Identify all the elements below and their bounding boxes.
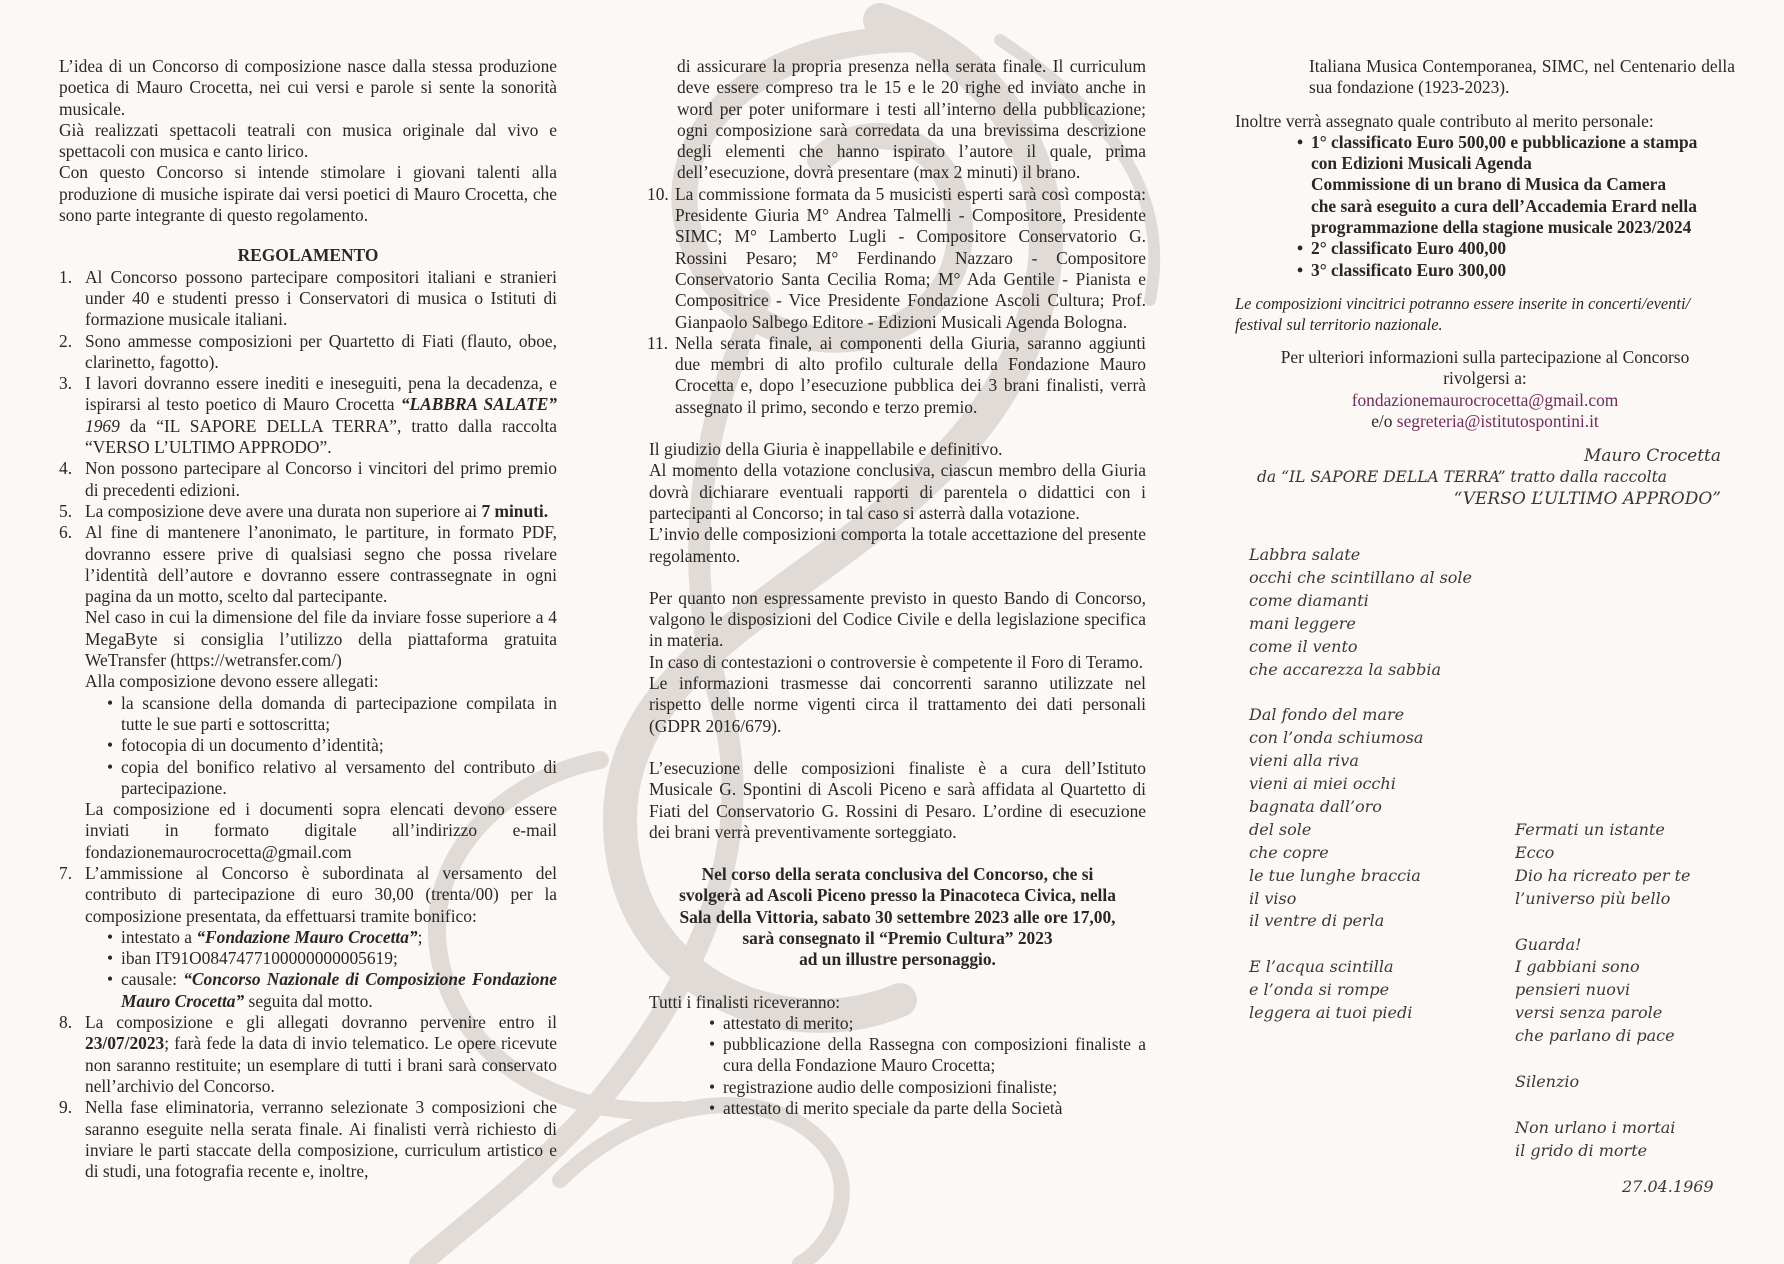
rule-item: 1. Al Concorso possono partecipare compositori italiani e stranieri under 40 e studenti presso i Conservatori di musica o Istituti di formazione musicale italiani.: [59, 266, 557, 330]
winners-note: Le composizioni vincitrici potranno essere inserite in concerti/eventi/ festival sul territorio nazionale.: [1235, 293, 1691, 334]
poem-collection: “VERSO L’ULTIMO APPRODO”: [1453, 488, 1721, 509]
poem-stanza: Guarda! I gabbiani sono pensieri nuovi versi senza parole che parlano di pace: [1515, 934, 1675, 1046]
simc-continued: Italiana Musica Contemporanea, SIMC, nel Centenario della sua fondazione (1923-2023).: [1309, 56, 1735, 98]
rule-6-submission: La composizione ed i documenti sopra elencati devono essere inviati in formato digitale all’indirizzo e-mail fondazionemaurocrocetta@gmail.com: [85, 799, 557, 862]
paragraph: L’esecuzione delle composizioni finaliste è a cura dell’Istituto Musicale G. Spontini di Ascoli Piceno e sarà affidata al Quartetto di Fiati del Conservatorio G. Rossini di Pesaro. L’ordine di esecuzione dei brani verrà preventivamente sorteggiato.: [649, 757, 1146, 842]
poem-right-column: [1515, 819, 1690, 1185]
payment-list: [59, 927, 557, 1012]
list-item: • fotocopia di un documento d’identità;: [107, 735, 557, 756]
poem-stanza: Labbra salate occhi che scintillano al sole come diamanti mani leggere come il vento che accarezza la sabbia: [1249, 545, 1472, 679]
paragraph: Il giudizio della Giuria è inappellabile e definitivo.: [649, 439, 1003, 460]
poem-stanza: Silenzio: [1515, 1071, 1580, 1091]
prize-first: • 1° classificato Euro 500,00 e pubblicazione a stampa con Edizioni Musicali Agenda Commissione di un brano di Musica da Camera che sarà eseguito a cura dell’Accademia Erard nella programmazione della stagione musicale 2023/2024: [1297, 132, 1735, 238]
rule-item: 2. Sono ammesse composizioni per Quartetto di Fiati (flauto, oboe, clarinetto, fagotto).: [59, 330, 557, 372]
list-item: • registrazione audio delle composizioni finaliste;: [709, 1077, 1146, 1098]
prize-second: • 2° classificato Euro 400,00: [1297, 238, 1735, 259]
rule-6-note: Nel caso in cui la dimensione del file da inviare fosse superiore a 4 MegaByte si consiglia l’utilizzo della piattaforma gratuita WeTransfer (https://wetransfer.com/): [85, 607, 557, 671]
poem-date: 27.04.1969: [1622, 1177, 1714, 1196]
rules-list: [59, 267, 557, 608]
intro-paragraph: L’idea di un Concorso di composizione nasce dalla stessa produzione poetica di Mauro Crocetta, nei cui versi e parole si sente la sonorità musicale.: [59, 56, 557, 119]
attachments-list: [59, 693, 557, 799]
email-line: e/o segreteria@istitutospontini.it: [1371, 410, 1599, 431]
poem-stanza: Fermati un istante Ecco Dio ha ricreato per te l’universo più bello: [1515, 820, 1691, 908]
column-left: [59, 56, 557, 1182]
poem-stanza: Dal fondo del mare con l’onda schiumosa vieni alla riva vieni ai miei occhi bagnata dall’oro del sole che copre le tue lunghe braccia il viso il ventre di perla: [1249, 705, 1424, 931]
email-link-fondazione[interactable]: fondazionemaurocrocetta@gmail.com: [1351, 389, 1619, 410]
rules-list: [59, 863, 557, 927]
intro-paragraph: Con questo Concorso si intende stimolare i giovani talenti alla produzione di musiche ispirate dai versi poetici di Mauro Crocetta, che sono parte integrante di questo regolamento.: [59, 162, 557, 226]
regolamento-heading: REGOLAMENTO: [237, 245, 379, 266]
paragraph: Per quanto non espressamente previsto in questo Bando di Concorso, valgono le disposizioni del Codice Civile e della legislazione specifica in materia.: [649, 587, 1146, 651]
paragraph: Al momento della votazione conclusiva, ciascun membro della Giuria dovrà dichiarare eventuali rapporti di parentela o didattici con i partecipanti al Concorso; in tal caso si asterrà dalla votazione.: [649, 460, 1146, 523]
rule-6-attachments: Alla composizione devono essere allegati:: [85, 671, 379, 692]
list-item: • causale: “Concorso Nazionale di Composizione Fondazione Mauro Crocetta” seguita dal motto.: [107, 969, 557, 1012]
list-item: • la scansione della domanda di partecipazione compilata in tutte le sue parti e sottoscritta;: [107, 693, 557, 736]
rule-item: 5. La composizione deve avere una durata non superiore ai 7 minuti.: [59, 500, 549, 521]
list-item: • iban IT91O0847477100000000005619;: [107, 948, 557, 969]
info-line: Per ulteriori informazioni sulla partecipazione al Concorso: [1280, 346, 1690, 367]
rule-item: 7. L’ammissione al Concorso è subordinata al versamento del contributo di partecipazione di euro 30,00 (trenta/00) per la composizione presentata, da effettuarsi tramite bonifico:: [59, 862, 557, 926]
list-item: • copia del bonifico relativo al versamento del contributo di partecipazione.: [107, 757, 557, 800]
rule-item: 4. Non possono partecipare al Concorso i vincitori del primo premio di precedenti edizioni.: [59, 458, 557, 500]
poem-stanza: Non urlano i mortai il grido di morte: [1515, 1117, 1676, 1160]
poem-author: Mauro Crocetta: [1583, 446, 1721, 467]
rule-item: 6. Al fine di mantenere l’anonimato, le partiture, in formato PDF, dovranno essere prive di qualsiasi segno che possa rivelare l’identità dell’autore e dovranno essere contrassegnate in ogni pagina da un motto, scelto dal partecipante.: [59, 522, 557, 607]
list-item: • pubblicazione della Rassegna con composizioni finaliste a cura della Fondazione Mauro Crocetta;: [709, 1034, 1146, 1077]
prize-third: • 3° classificato Euro 300,00: [1297, 260, 1735, 281]
rules-list: [59, 1012, 557, 1182]
prizes-list: [1235, 132, 1735, 281]
column-middle: [649, 56, 1146, 1119]
email-link-segreteria[interactable]: segreteria@istitutospontini.it: [1396, 410, 1599, 431]
paragraph: L’invio delle composizioni comporta la totale accettazione del presente regolamento.: [649, 524, 1146, 566]
paragraph: Le informazioni trasmesse dai concorrenti saranno utilizzate nel rispetto delle norme vigenti circa il trattamento dei dati personali (GDPR 2016/679).: [649, 673, 1146, 736]
rule-9-continued: di assicurare la propria presenza nella serata finale. Il curriculum deve essere compreso tra le 15 e le 20 righe ed inviato anche in word per poter uniformare i testi all’interno della pubblicazione; ogni composizione sarà corredata da una brevissima descrizione degli elementi che hanno ispirato l’autore il quale, prima dell’esecuzione, dovrà presentare (max 2 minuti) il brano.: [677, 56, 1146, 183]
poem-left-column: [1249, 544, 1472, 1048]
poem-stanza: E l’acqua scintilla e l’onda si rompe leggera ai tuoi piedi: [1249, 957, 1413, 1023]
prizes-intro: Inoltre verrà assegnato quale contributo al merito personale:: [1235, 110, 1654, 131]
rule-item: 11. Nella serata finale, ai componenti della Giuria, saranno aggiunti due membri di alto profilo culturale della Fondazione Mauro Crocetta e, dopo l’esecuzione pubblica dei 3 brani finalisti, verrà assegnato il primo, secondo e terzo premio.: [647, 332, 1146, 417]
intro-paragraph: Già realizzati spettacoli teatrali con musica originale dal vivo e spettacoli con musica e canto lirico.: [59, 119, 557, 162]
list-item: • intestato a “Fondazione Mauro Crocetta”;: [107, 927, 557, 948]
finalists-list: [649, 1013, 1146, 1119]
column-right: [1235, 56, 1735, 510]
premio-cultura-announcement: Nel corso della serata conclusiva del Concorso, che si svolgerà ad Ascoli Piceno presso la Pinacoteca Civica, nella Sala della Vittoria, sabato 30 settembre 2023 alle ore 17,00, sarà consegnato il “Premio Cultura” 2023 ad un illustre personaggio.: [679, 864, 1116, 970]
list-item: • attestato di merito speciale da parte della Società: [709, 1098, 1146, 1119]
paragraph: In caso di contestazioni o controversie è competente il Foro di Teramo.: [649, 651, 1143, 672]
rules-list: [647, 184, 1146, 418]
finalists-intro: Tutti i finalisti riceveranno:: [649, 991, 841, 1012]
rule-item: 8. La composizione e gli allegati dovranno pervenire entro il 23/07/2023; farà fede la data di invio telematico. Le opere ricevute non saranno restituite; un esemplare di tutti i brani sarà conservato nell’archivio del Concorso.: [59, 1012, 557, 1096]
rule-item: 9. Nella fase eliminatoria, verranno selezionate 3 composizioni che saranno eseguite nella serata finale. Ai finalisti verrà richiesto di inviare le parti staccate della composizione, curriculum artistico e di studi, una fotografia recente e, inoltre,: [59, 1097, 557, 1182]
list-item: • attestato di merito;: [709, 1013, 1146, 1034]
poem-source: da “IL SAPORE DELLA TERRA” tratto dalla raccolta: [1257, 468, 1668, 487]
rule-item: 3. I lavori dovranno essere inediti e ineseguiti, pena la decadenza, e ispirarsi al testo poetico di Mauro Crocetta “LABBRA SALATE” 1969 da “IL SAPORE DELLA TERRA”, tratto dalla raccolta “VERSO L’ULTIMO APPRODO”.: [59, 373, 557, 458]
rule-item: 10. La commissione formata da 5 musicisti esperti sarà così composta: Presidente Giuria M° Andrea Talmelli - Compositore, Presidente SIMC; M° Lamberto Lugli - Compositore Conservatorio G. Rossini Pesaro; M° Ferdinando Nazzaro - Compositore Conservatorio Santa Cecilia Roma; M° Ada Gentile - Pianista e Compositrice - Vice Presidente Fondazione Ascoli Cultura; Prof. Gianpaolo Salbego Editore - Edizioni Musicali Agenda Bologna.: [647, 183, 1146, 332]
info-line: rivolgersi a:: [1443, 368, 1527, 389]
